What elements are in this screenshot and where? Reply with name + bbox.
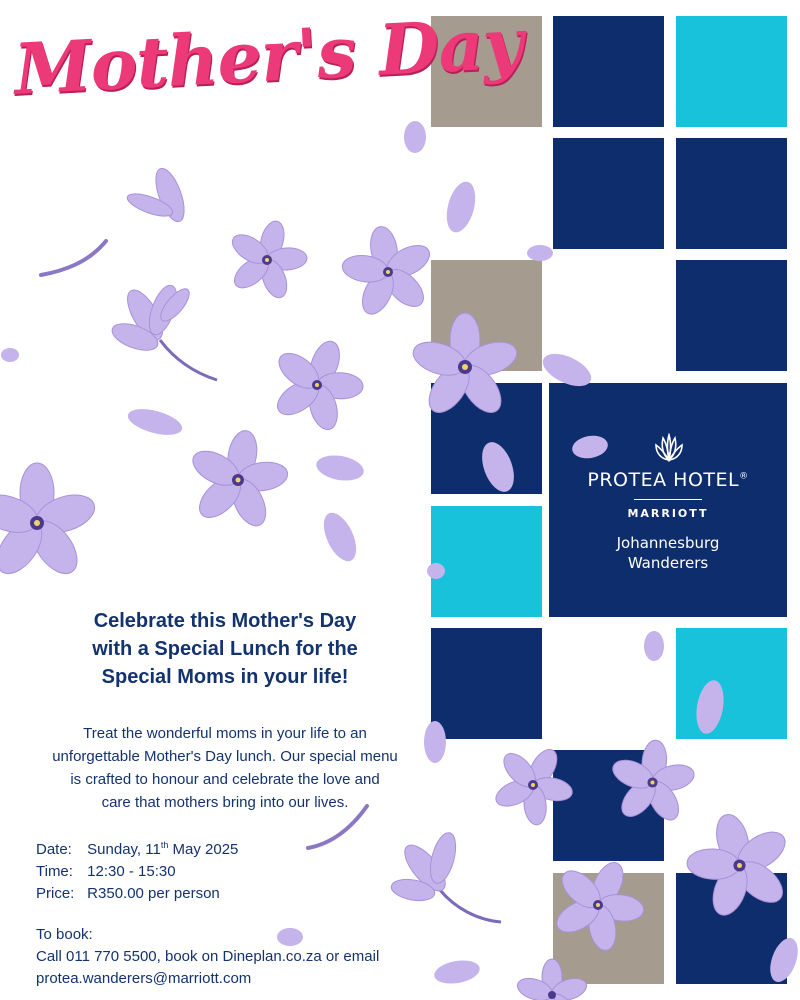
brand-divider [634,499,702,500]
tile-navy [553,16,664,127]
tile-cyan [676,16,787,127]
flower-decoration [267,335,367,435]
booking-contact: Call 011 770 5500, book on Dineplan.co.za or email [36,948,380,965]
flower-decoration [405,307,525,427]
petal-decoration [476,440,521,495]
tile-navy [553,138,664,249]
time-label: Time: [36,863,73,880]
petal-decoration [441,178,481,236]
brand-name: PROTEA HOTEL® [587,469,749,491]
headline-line: Celebrate this Mother's Day [93,610,357,632]
flower-decoration [548,855,648,955]
intro-line: unforgettable Mother's Day lunch. Our special menu [52,748,398,765]
petal-decoration [420,720,450,765]
booking-label: To book: [36,926,93,943]
event-details [36,834,238,905]
time-value: 12:30 - 15:30 [87,863,176,880]
date-label: Date: [36,841,72,858]
petal-decoration [125,405,185,440]
petal-decoration [0,345,20,365]
intro-paragraph [30,722,420,814]
petal-decoration [640,630,668,662]
date-value: Sunday, 11th May 2025 [87,840,239,858]
petal-decoration [690,678,730,736]
petal-decoration [570,430,610,465]
price-label: Price: [36,885,75,902]
crocus-decoration [120,165,200,235]
flower-decoration [183,425,293,535]
flower-decoration [222,215,312,305]
intro-line: Treat the wonderful moms in your life to an [83,725,367,742]
headline-line: Special Moms in your life! [101,666,349,688]
petal-decoration [318,510,363,565]
intro-line: is crafted to honour and celebrate the love and [70,771,380,788]
brand-sub: MARRIOTT [627,507,709,520]
petal-decoration [400,120,430,155]
headline [30,607,420,691]
crocus-decoration [105,285,225,385]
brand-city-line2: Wanderers [627,554,709,572]
brand-panel [549,383,787,617]
brand-location [549,533,787,573]
petal-decoration [768,935,800,985]
crocus-decoration [385,830,505,930]
flower-decoration [0,458,102,588]
brand-city-line1: Johannesburg [616,534,720,552]
petal-decoration [525,242,555,264]
tile-cyan [431,506,542,617]
price-value: R350.00 per person [87,885,220,902]
petal-decoration [315,448,365,488]
petal-decoration [432,955,482,990]
tile-navy [676,260,787,371]
date-row [36,834,238,861]
tile-navy [676,138,787,249]
price-row [36,883,238,905]
petal-decoration [540,348,595,393]
flower-decoration [488,740,578,830]
intro-line: care that mothers bring into our lives. [101,794,349,811]
headline-line: with a Special Lunch for the [92,638,358,660]
stem-decoration [38,235,113,280]
page-title: Mother's Day [12,1,525,111]
booking-email: protea.wanderers@marriott.com [36,970,252,987]
time-row [36,861,238,883]
registered-mark: ® [739,471,749,482]
booking-info [36,924,379,990]
petal-decoration [425,560,447,582]
flower-decoration [682,808,797,923]
flower-decoration [512,955,592,1000]
protea-flower-icon [652,433,686,463]
